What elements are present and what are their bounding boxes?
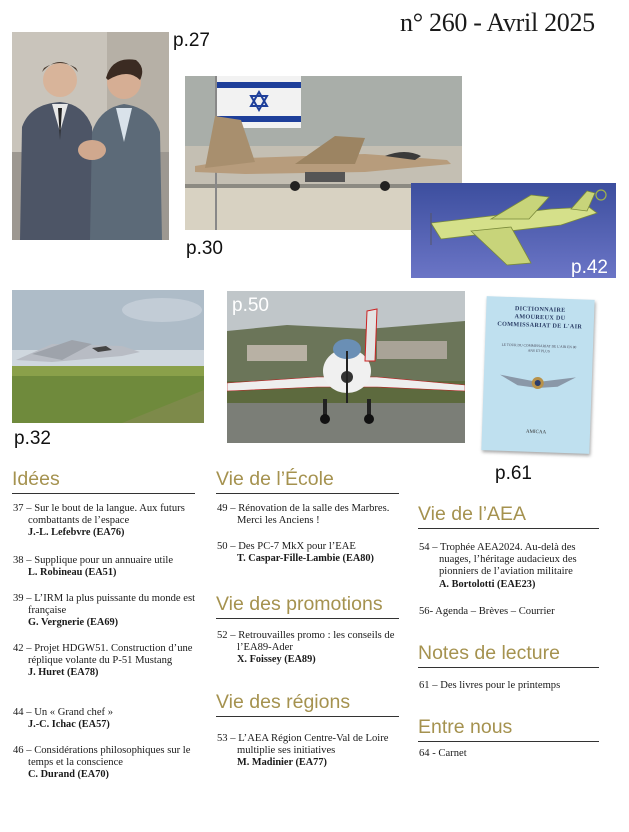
toc-entry-author: C. Durand (EA70) (28, 769, 109, 781)
toc-entry (419, 748, 601, 760)
section-aea-title: Vie de l’AEA (418, 503, 599, 529)
section-ecole-title: Vie de l’École (216, 468, 399, 494)
toc-entry (217, 503, 403, 527)
photo-handshake (12, 32, 169, 240)
section-idees-title: Idées (12, 468, 195, 494)
toc-entry (13, 503, 198, 540)
section-lecture-title: Notes de lecture (418, 642, 599, 668)
toc-entry (419, 542, 601, 591)
page-ref-30: p.30 (186, 238, 223, 259)
toc-entry-title: 56- Agenda – Brèves – Courrier (419, 606, 555, 617)
wings-emblem-icon (497, 367, 578, 400)
page-ref-50: p.50 (232, 295, 269, 316)
book-title: DICTIONNAIRE AMOUREUX DU COMMISSARIAT DE L'AIR (497, 305, 583, 331)
toc-entry-title: 61 – Des livres pour le printemps (419, 680, 561, 691)
toc-entry (217, 630, 403, 667)
toc-entry-title: 39 – L’IRM la plus puissante du monde est française (13, 593, 196, 617)
toc-entry-title: 42 – Projet HDGW51. Construction d’une réplique volante du P-51 Mustang (13, 643, 193, 667)
toc-entry-author: X. Foissey (EA89) (237, 654, 316, 666)
toc-entry-author: G. Vergnerie (EA69) (28, 617, 119, 629)
toc-entry (13, 593, 198, 630)
toc-entry (13, 555, 198, 579)
page-ref-32: p.32 (14, 428, 51, 449)
toc-entry-title: 54 – Trophée AEA2024. Au-delà des nuages, l’héritage audacieux des pionniers de l’aviation militaire (419, 542, 577, 578)
book-cover (481, 296, 594, 454)
toc-entry-title: 49 – Rénovation de la salle des Marbres. Merci les Anciens ! (217, 503, 390, 527)
issue-number: n° 260 - Avril 2025 (400, 8, 595, 37)
toc-entry-title: 38 – Supplique pour un annuaire utile (13, 555, 174, 566)
toc-entry-title: 37 – Sur le bout de la langue. Aux futurs combattants de l’espace (13, 503, 185, 527)
book-subtitle: LE TOUR DU COMMISSARIAT DE L'AIR EN 80 ANS ET PLUS (501, 342, 577, 354)
page-ref-61: p.61 (495, 463, 532, 484)
toc-entry-author: A. Bortolotti (EAE23) (439, 578, 536, 590)
page-ref-42: p.42 (571, 257, 608, 278)
toc-entry-author: T. Caspar-Fille-Lambie (EA80) (237, 553, 374, 565)
toc-entry (13, 643, 198, 680)
toc-entry-author: M. Madinier (EA77) (237, 757, 327, 769)
section-promotions-title: Vie des promotions (216, 593, 399, 619)
toc-entry (419, 680, 601, 692)
toc-entry (419, 606, 601, 618)
toc-entry-author: J.-C. Ichac (EA57) (28, 719, 110, 731)
toc-entry (217, 733, 403, 770)
toc-entry-author: J. Huret (EA78) (28, 667, 99, 679)
book-publisher: AMICAA (525, 429, 547, 436)
toc-entry-title: 46 – Considérations philosophiques sur le temps et la conscience (13, 745, 191, 769)
section-entre-nous-title: Entre nous (418, 716, 599, 742)
toc-entry-author: L. Robineau (EA51) (28, 567, 117, 579)
toc-entry (13, 745, 198, 782)
toc-entry-title: 53 – L’AEA Région Centre-Val de Loire multiplie ses initiatives (217, 733, 389, 757)
toc-entry-title: 44 – Un « Grand chef » (13, 707, 114, 718)
section-regions-title: Vie des régions (216, 691, 399, 717)
toc-entry-title: 52 – Retrouvailles promo : les conseils de l’EA89-Ader (217, 630, 395, 654)
toc-entry-title: 64 - Carnet (419, 748, 467, 759)
toc-entry (217, 541, 403, 565)
toc-entry-title: 50 – Des PC-7 MkX pour l’EAE (217, 541, 356, 552)
toc-entry-author: J.-L. Lefebvre (EA76) (28, 527, 125, 539)
toc-entry (13, 707, 198, 731)
page-ref-27: p.27 (173, 30, 210, 51)
photo-rafale (12, 290, 204, 423)
